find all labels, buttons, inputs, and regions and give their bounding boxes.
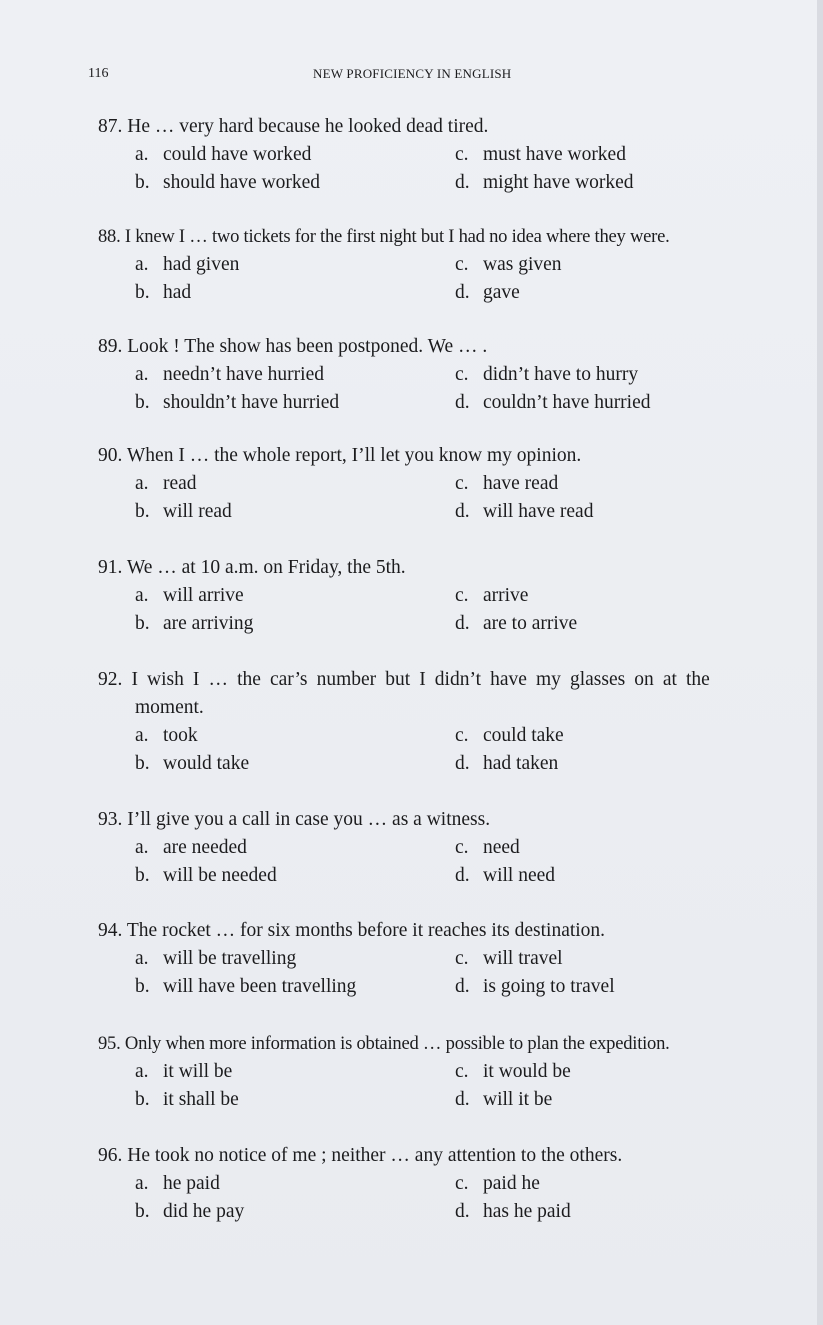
option-letter: c. — [455, 364, 469, 385]
option-text: paid he — [483, 1173, 540, 1194]
running-title: NEW PROFICIENCY IN ENGLISH — [313, 66, 512, 81]
option-a — [135, 722, 198, 750]
option-b — [135, 973, 356, 1001]
option-letter: c. — [455, 585, 469, 606]
option-letter: d. — [455, 865, 470, 886]
option-text: took — [163, 725, 198, 746]
option-letter: b. — [135, 282, 150, 303]
option-text: shouldn’t have hurried — [163, 392, 340, 413]
option-b — [135, 862, 277, 890]
option-b — [135, 750, 249, 778]
question-stem: 89. Look ! The show has been postponed. We … . — [98, 336, 488, 357]
option-letter: a. — [135, 364, 149, 385]
option-letter: d. — [455, 282, 470, 303]
option-text: would take — [163, 753, 250, 774]
question-stem-continuation: moment. — [135, 697, 204, 718]
option-b — [135, 169, 320, 197]
option-b — [135, 498, 232, 526]
question-stem: 91. We … at 10 a.m. on Friday, the 5th. — [98, 557, 406, 578]
option-c — [455, 470, 558, 498]
option-letter: d. — [455, 172, 470, 193]
option-text: should have worked — [163, 172, 321, 193]
question-stem: 88. I knew I … two tickets for the first night but I had no idea where they were. — [98, 226, 670, 247]
option-c — [455, 361, 638, 389]
option-c — [455, 141, 626, 169]
option-text: have read — [483, 473, 559, 494]
option-text: did he pay — [163, 1201, 245, 1222]
option-letter: d. — [455, 1201, 470, 1222]
option-letter: b. — [135, 753, 150, 774]
option-text: are needed — [163, 837, 247, 858]
option-text: will travel — [483, 948, 563, 969]
option-a — [135, 141, 311, 169]
option-text: will have read — [483, 501, 594, 522]
option-text: arrive — [483, 585, 529, 606]
option-text: had given — [163, 254, 240, 275]
option-letter: c. — [455, 144, 469, 165]
option-d — [455, 973, 615, 1001]
option-text: must have worked — [483, 144, 626, 165]
option-d — [455, 169, 634, 197]
option-c — [455, 1170, 540, 1198]
option-b — [135, 1086, 239, 1114]
option-letter: b. — [135, 1201, 150, 1222]
option-letter: a. — [135, 254, 149, 275]
option-text: needn’t have hurried — [163, 364, 324, 385]
option-text: will it be — [483, 1089, 553, 1110]
option-letter: a. — [135, 1173, 149, 1194]
option-letter: b. — [135, 976, 150, 997]
question-stem: 96. He took no notice of me ; neither … any attention to the others. — [98, 1145, 623, 1166]
option-text: gave — [483, 282, 520, 303]
option-text: will be travelling — [163, 948, 297, 969]
option-letter: b. — [135, 172, 150, 193]
option-d — [455, 498, 593, 526]
question-stem: 95. Only when more information is obtained … possible to plan the expedition. — [98, 1033, 670, 1054]
option-text: has he paid — [483, 1201, 571, 1222]
option-letter: c. — [455, 254, 469, 275]
option-letter: a. — [135, 725, 149, 746]
option-letter: d. — [455, 753, 470, 774]
option-letter: d. — [455, 976, 470, 997]
option-text: will have been travelling — [163, 976, 357, 997]
option-letter: b. — [135, 392, 150, 413]
option-a — [135, 1170, 220, 1198]
option-letter: a. — [135, 948, 149, 969]
option-letter: d. — [455, 1089, 470, 1110]
question-stem: 87. He … very hard because he looked dead tired. — [98, 116, 489, 137]
option-text: will need — [483, 865, 556, 886]
option-text: had — [163, 282, 192, 303]
option-d — [455, 389, 651, 417]
option-d — [455, 279, 520, 307]
option-c — [455, 722, 564, 750]
option-d — [455, 610, 577, 638]
option-text: need — [483, 837, 520, 858]
option-text: it would be — [483, 1061, 571, 1082]
option-d — [455, 1198, 571, 1226]
option-b — [135, 389, 339, 417]
option-text: it shall be — [163, 1089, 239, 1110]
option-letter: d. — [455, 501, 470, 522]
option-text: are arriving — [163, 613, 254, 634]
option-letter: b. — [135, 613, 150, 634]
option-text: could take — [483, 725, 564, 746]
option-letter: c. — [455, 1061, 469, 1082]
option-text: was given — [483, 254, 562, 275]
option-letter: c. — [455, 948, 469, 969]
option-a — [135, 1058, 232, 1086]
option-a — [135, 470, 197, 498]
option-c — [455, 834, 520, 862]
option-b — [135, 610, 253, 638]
option-a — [135, 582, 244, 610]
option-c — [455, 582, 528, 610]
option-letter: b. — [135, 1089, 150, 1110]
question-stem: 94. The rocket … for six months before it reaches its destination. — [98, 920, 606, 941]
option-c — [455, 1058, 571, 1086]
option-text: had taken — [483, 753, 559, 774]
option-text: will arrive — [163, 585, 244, 606]
option-d — [455, 1086, 552, 1114]
option-text: couldn’t have hurried — [483, 392, 651, 413]
option-text: is going to travel — [483, 976, 615, 997]
option-text: are to arrive — [483, 613, 578, 634]
option-text: it will be — [163, 1061, 233, 1082]
option-text: could have worked — [163, 144, 312, 165]
option-letter: a. — [135, 837, 149, 858]
option-d — [455, 750, 558, 778]
option-letter: a. — [135, 473, 149, 494]
option-letter: a. — [135, 144, 149, 165]
question-stem: 93. I’ll give you a call in case you … as a witness. — [98, 809, 491, 830]
option-a — [135, 251, 239, 279]
option-letter: c. — [455, 837, 469, 858]
option-letter: a. — [135, 1061, 149, 1082]
option-a — [135, 945, 296, 973]
option-text: read — [163, 473, 197, 494]
option-letter: b. — [135, 865, 150, 886]
page-edge — [817, 0, 823, 1325]
option-d — [455, 862, 555, 890]
option-text: he paid — [163, 1173, 220, 1194]
option-a — [135, 361, 324, 389]
question-stem: 92. I wish I … the car’s number but I didn’t have my glasses on at the — [98, 669, 710, 690]
option-letter: c. — [455, 725, 469, 746]
question-stem: 90. When I … the whole report, I’ll let you know my opinion. — [98, 445, 582, 466]
option-letter: d. — [455, 613, 470, 634]
option-text: will be needed — [163, 865, 277, 886]
option-letter: a. — [135, 585, 149, 606]
option-a — [135, 834, 247, 862]
option-letter: c. — [455, 1173, 469, 1194]
option-text: didn’t have to hurry — [483, 364, 639, 385]
page-header — [0, 66, 823, 88]
option-letter: d. — [455, 392, 470, 413]
option-letter: b. — [135, 501, 150, 522]
option-b — [135, 279, 191, 307]
option-c — [455, 945, 563, 973]
option-text: might have worked — [483, 172, 634, 193]
option-text: will read — [163, 501, 232, 522]
page-number: 116 — [88, 66, 109, 81]
option-b — [135, 1198, 244, 1226]
option-letter: c. — [455, 473, 469, 494]
option-c — [455, 251, 562, 279]
